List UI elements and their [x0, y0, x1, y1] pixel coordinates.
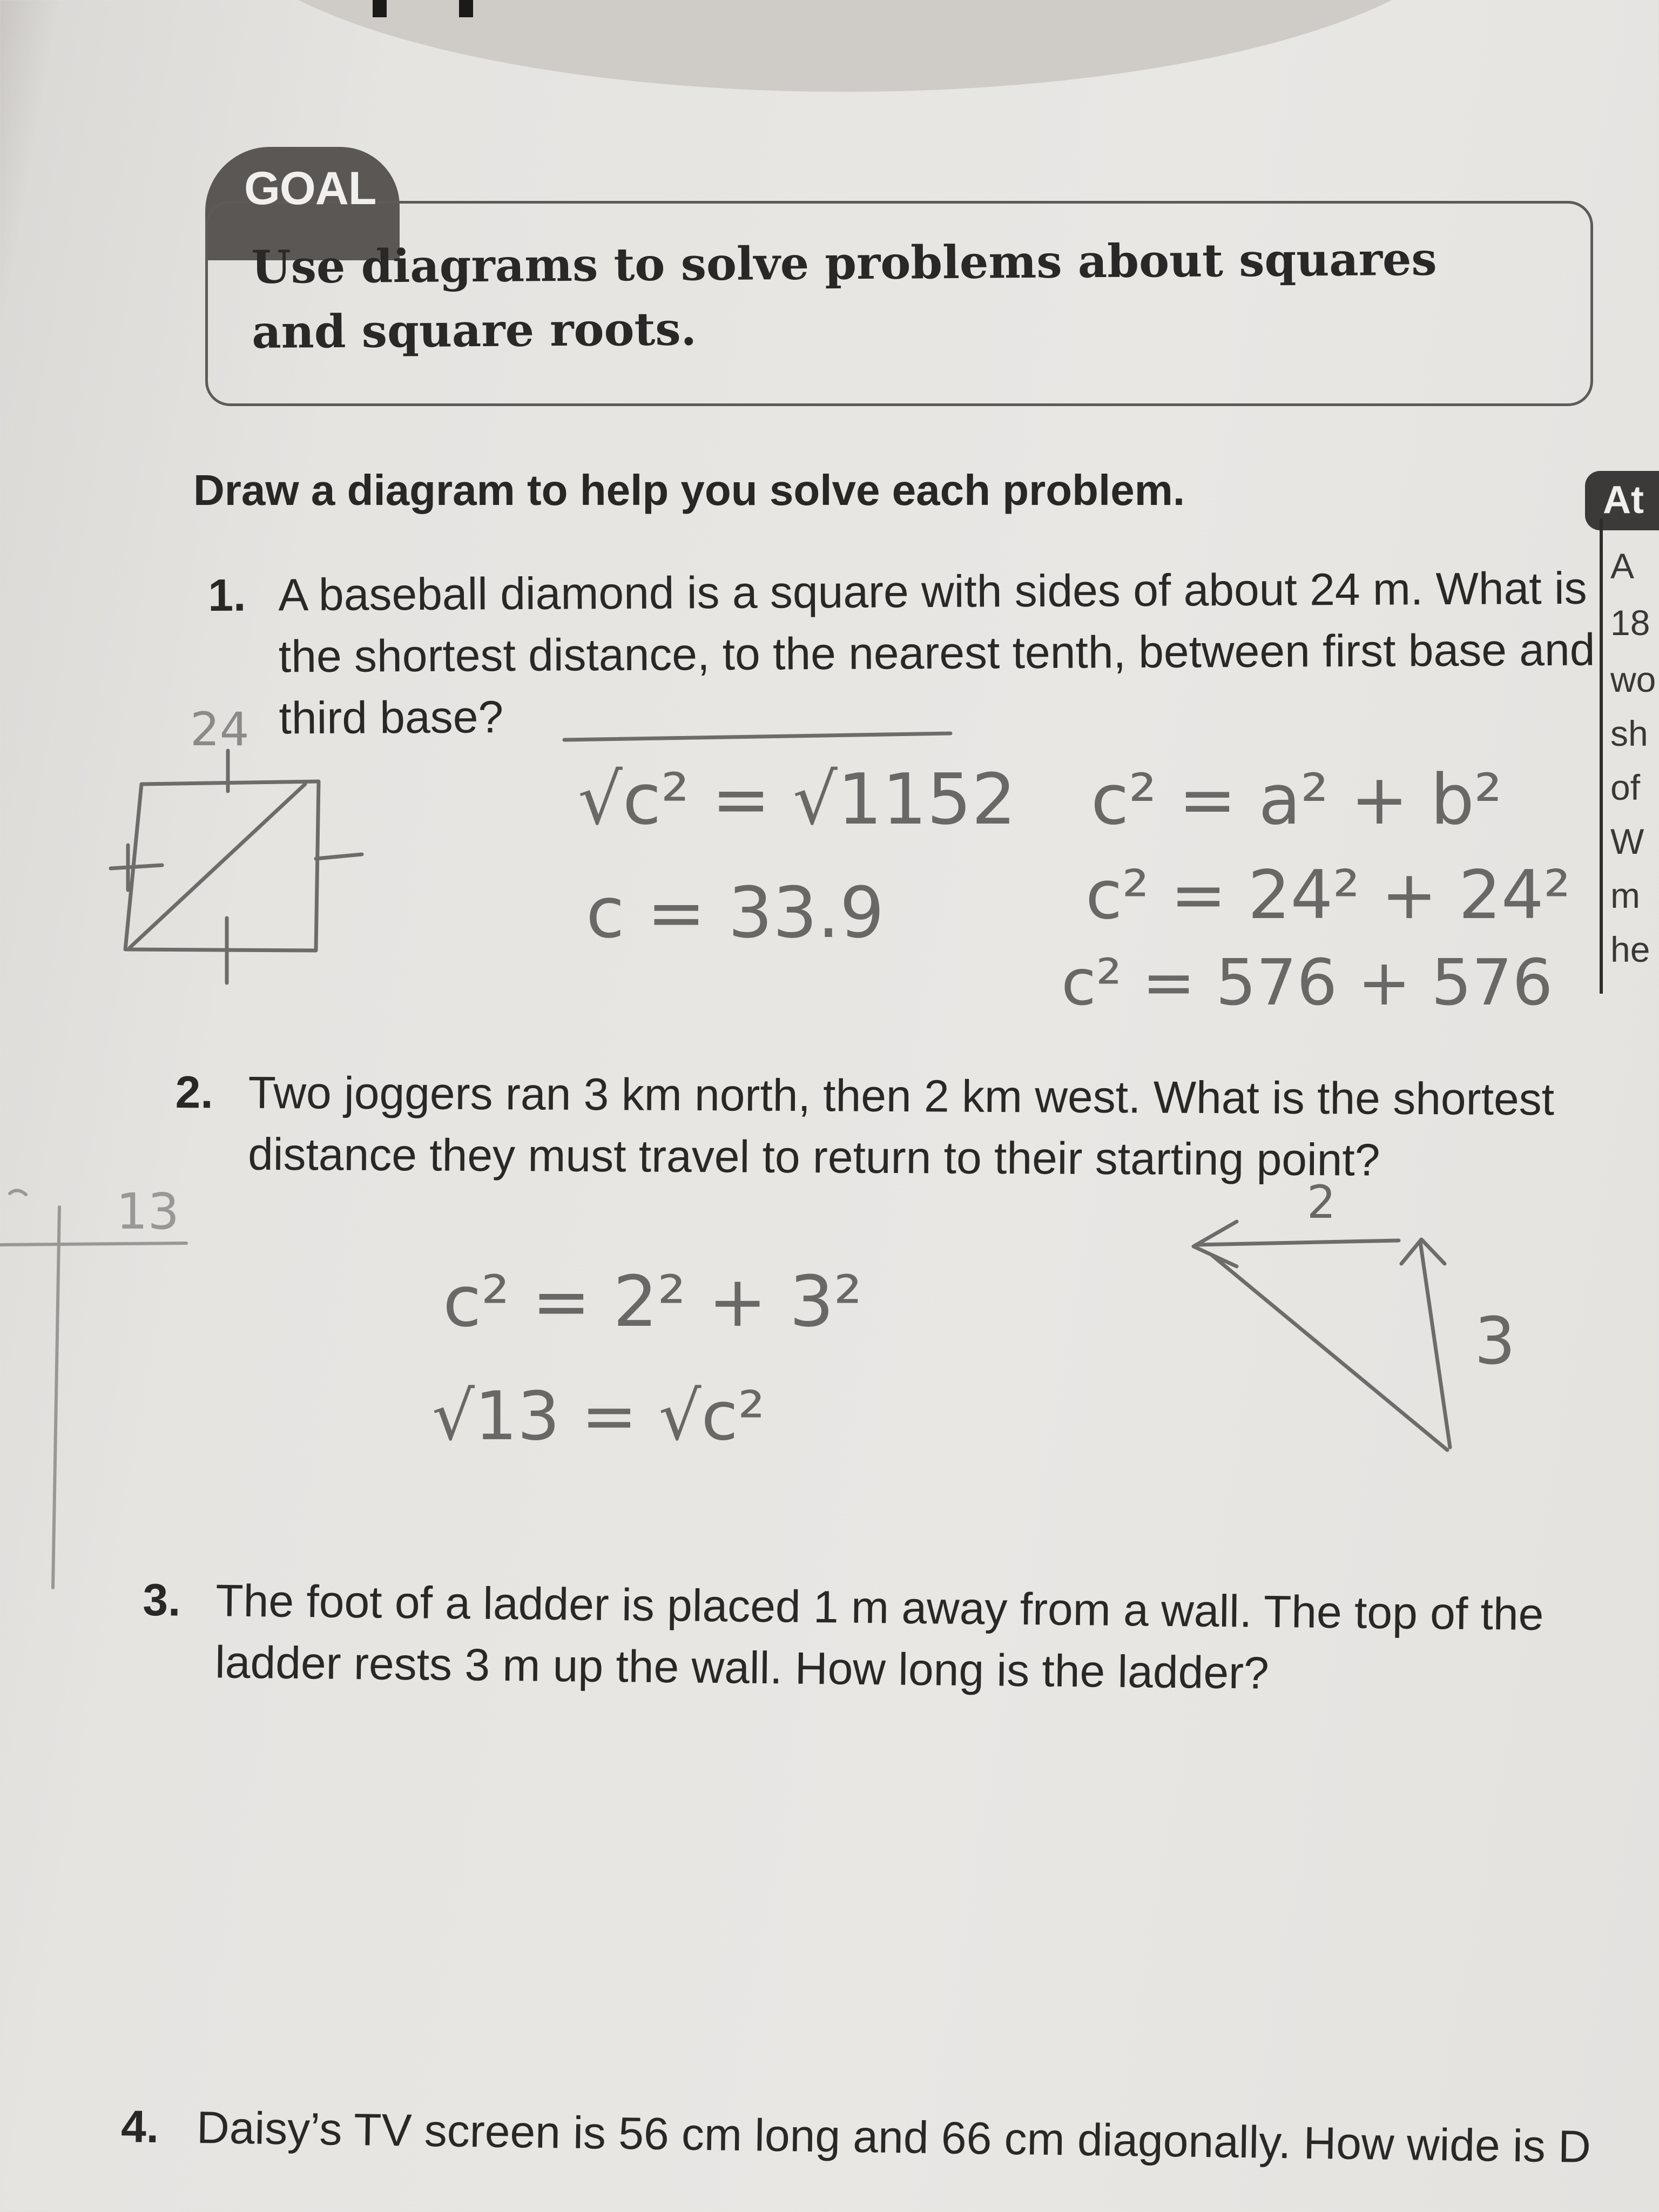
- handwritten-label: 2: [1307, 1176, 1336, 1229]
- handwritten-label: 3: [1474, 1304, 1516, 1379]
- goal-label: GOAL: [244, 163, 376, 214]
- problem-text: The foot of a ladder is placed 1 m away from a wall. The top of the ladder rests 3 m up the wall. How long is the ladder?: [214, 1575, 1544, 1698]
- sidebar-fragment: wo: [1610, 659, 1656, 699]
- sidebar-fragment: he: [1610, 929, 1650, 969]
- underline-mark: [564, 733, 950, 740]
- margin-mark: [10, 1190, 26, 1195]
- problem-number: 1.: [208, 569, 246, 621]
- sidebar-fragment: A: [1610, 546, 1635, 586]
- handwritten-equation: c² = 24² + 24²: [1085, 857, 1571, 934]
- problem-text: Daisy’s TV screen is 56 cm long and 66 cm diagonally. How wide is D: [196, 2101, 1591, 2172]
- triangle-side-top: [1196, 1240, 1399, 1245]
- handwritten-equation: c² = 2² + 3²: [443, 1260, 862, 1343]
- handwritten-margin-number: 24: [190, 703, 249, 757]
- sidebar-fragment: 18: [1610, 603, 1650, 643]
- sidebar-tab-label: At: [1603, 478, 1644, 522]
- sidebar-fragment: sh: [1610, 713, 1648, 753]
- instruction-text: Draw a diagram to help you solve each problem.: [193, 466, 1185, 514]
- margin-line: [0, 1243, 186, 1245]
- sidebar-fragment: W: [1610, 821, 1644, 861]
- problem-text: Two joggers ran 3 km north, then 2 km west. What is the shortest distance they must travel to return to their starting point?: [247, 1067, 1555, 1185]
- problem-number: 2.: [175, 1066, 214, 1118]
- margin-line: [53, 1207, 59, 1588]
- problem-text: A baseball diamond is a square with sides of about 24 m. What is the shortest distance, to the nearest tenth, between first base and third base?: [278, 562, 1595, 744]
- handwritten-margin-number: 13: [116, 1183, 180, 1240]
- handwritten-equation: √c² = √1152: [578, 758, 1016, 840]
- problem-number: 4.: [120, 2100, 159, 2152]
- handwritten-equation: c = 33.9: [586, 872, 885, 954]
- sidebar-fragment: of: [1610, 767, 1641, 807]
- problem-number: 3.: [142, 1574, 181, 1626]
- handwritten-equation: √13 = √c²: [432, 1378, 765, 1455]
- triangle-hypotenuse: [1212, 1256, 1447, 1450]
- sidebar-fragment: m: [1610, 875, 1640, 915]
- goal-text: Use diagrams to solve problems about squares and square roots.: [251, 232, 1437, 359]
- base-mark: [316, 854, 362, 859]
- triangle-side-right: [1420, 1242, 1450, 1447]
- handwritten-equation: c² = 576 + 576: [1061, 945, 1553, 1020]
- handwritten-equation: c² = a² + b²: [1091, 760, 1502, 840]
- base-mark: [111, 865, 162, 868]
